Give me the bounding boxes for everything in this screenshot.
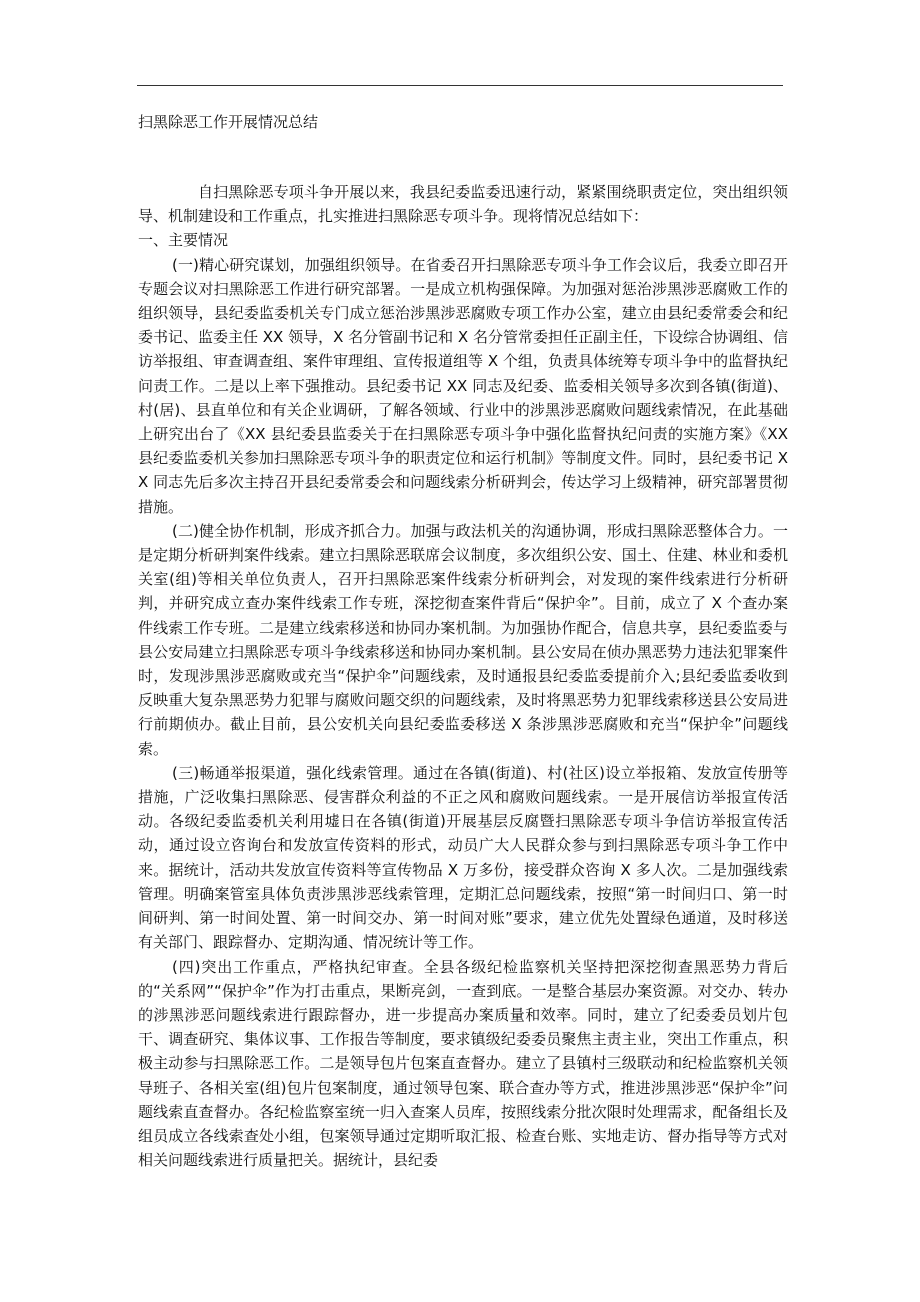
paragraph-organization: (一)精心研究谋划，加强组织领导。在省委召开扫黑除恶专项斗争工作会议后，我委立即召开专题会议对扫黑除恶工作进行研究部署。一是成立机构强保障。为加强对惩治涉黑涉恶腐败工作的组织领导，县纪委监委机关专门成立惩治涉黑涉恶腐败专项工作办公室，建立由县纪委常委会和纪委书记、监委主任 XX 领导，X 名分管副书记和 X 名分管常委担任正副主任，下设综合协调组、信访举报组、审查调查组、案件审理组、宣传报道组等 X 个组，负责具体统筹专项斗争中的监督执纪问责工作。二是以上率下强推动。县纪委书记 XX 同志及纪委、监委相关领导多次到各镇(街道)、村(居)、县直单位和有关企业调研，了解各领域、行业中的涉黑涉恶腐败问题线索情况，在此基础上研究出台了《XX 县纪委县监委关于在扫黑除恶专项斗争中强化监督执纪问责的实施方案》《XX 县纪委监委机关参加扫黑除恶专项斗争的职责定位和运行机制》等制度文件。同时，县纪委书记 XX 同志先后多次主持召开县纪委常委会和问题线索分析研判会，传达学习上级精神，研究部署贯彻措施。 [138,255,788,516]
paragraph-reporting: (三)畅通举报渠道，强化线索管理。通过在各镇(街道)、村(社区)设立举报箱、发放宣传册等措施，广泛收集扫黑除恶、侵害群众利益的不正之风和腐败问题线索。一是开展信访举报宣传活动。各级纪委监委机关利用墟日在各镇(街道)开展基层反腐暨扫黑除恶专项斗争信访举报宣传活动，通过设立咨询台和发放宣传资料的形式，动员广大人民群众参与到扫黑除恶专项斗争工作中来。据统计，活动共发放宣传资料等宣传物品 X 万多份，接受群众咨询 X 多人次。二是加强线索管理。明确案管室具体负责涉黑涉恶线索管理，定期汇总问题线索，按照“第一时间归口、第一时间研判、第一时间处置、第一时间交办、第一时间对账”要求，建立优先处置绿色通道，及时移送有关部门、跟踪督办、定期沟通、情况统计等工作。 [138,763,788,952]
section-heading: 一、主要情况 [138,231,229,250]
header-rule [137,85,783,86]
paragraph-coordination: (二)健全协作机制，形成齐抓合力。加强与政法机关的沟通协调，形成扫黑除恶整体合力。一是定期分析研判案件线索。建立扫黑除恶联席会议制度，多次组织公安、国土、住建、林业和委机关室(组)等相关单位负责人，召开扫黑除恶案件线索分析研判会，对发现的案件线索进行分析研判，并研究成立查办案件线索工作专班，深挖彻查案件背后“保护伞”。目前，成立了 X 个查办案件线索工作专班。二是建立线索移送和协同办案机制。为加强协作配合，信息共享，县纪委监委与县公安局建立扫黑除恶专项斗争线索移送和协同办案机制。县公安局在侦办黑恶势力违法犯罪案件时，发现涉黑涉恶腐败或充当“保护伞”问题线索，及时通报县纪委监委提前介入;县纪委监委收到反映重大复杂黑恶势力犯罪与腐败问题交织的问题线索，及时将黑恶势力犯罪线索移送县公安局进行前期侦办。截止目前，县公安机关向县纪委监委移送 X 条涉黑涉恶腐败和充当“保护伞”问题线索。 [138,521,788,758]
paragraph-review: (四)突出工作重点，严格执纪审查。全县各级纪检监察机关坚持把深挖彻查黑恶势力背后的“关系网”“保护伞”作为打击重点，果断亮剑，一查到底。一是整合基层办案资源。对交办、转办的涉黑涉恶问题线索进行跟踪督办，进一步提高办案质量和效率。同时，建立了纪委委员划片包干、调查研究、集体议事、工作报告等制度，要求镇级纪委委员聚焦主责主业，突出工作重点，积极主动参与扫黑除恶工作。二是领导包片包案直查督办。建立了县镇村三级联动和纪检监察机关领导班子、各相关室(组)包片包案制度，通过领导包案、联合查办等方式，推进涉黑涉恶“保护伞”问题线索直查督办。各纪检监察室统一归入查案人员库，按照线索分批次限时处理需求，配备组长及组员成立各线索查处小组，包案领导通过定期听取汇报、检查台账、实地走访、督办指导等方式对相关问题线索进行质量把关。据统计，县纪委 [138,957,788,1170]
document-body [138,180,788,1172]
intro-paragraph: 自扫黑除恶专项斗争开展以来，我县纪委监委迅速行动，紧紧围绕职责定位，突出组织领导、机制建设和工作重点，扎实推进扫黑除恶专项斗争。现将情况总结如下： [138,183,788,226]
document-title: 扫黑除恶工作开展情况总结 [138,113,319,131]
